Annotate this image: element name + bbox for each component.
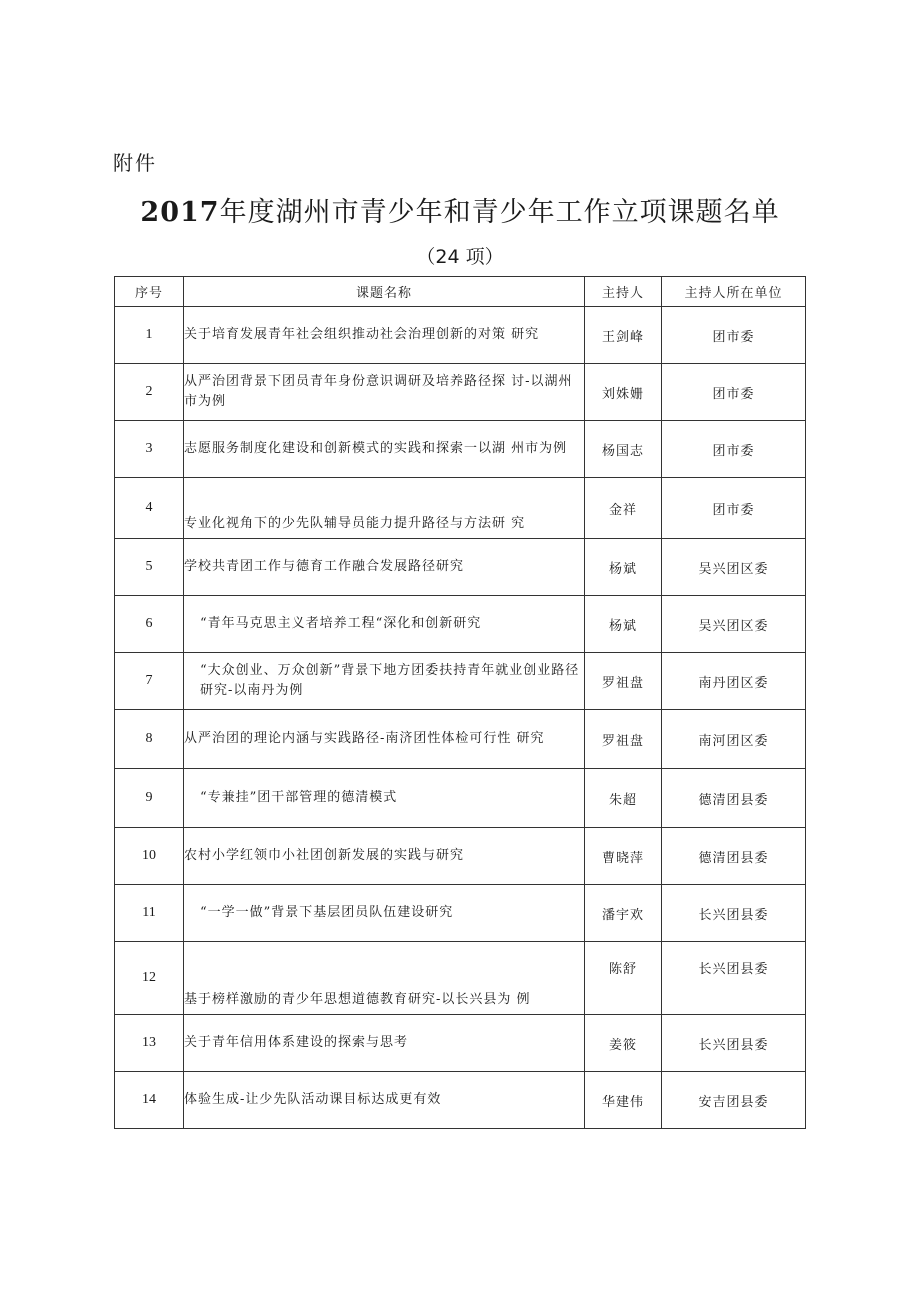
annex-label: 附件 (113, 151, 157, 175)
row-no: 11 (115, 885, 184, 942)
row-host: 曹晓萍 (585, 828, 662, 885)
table-row (115, 710, 806, 769)
row-host: 刘姝姗 (585, 364, 662, 421)
table-row (115, 307, 806, 364)
row-topic: 专业化视角下的少先队辅导员能力提升路径与方法研 究 (184, 478, 585, 539)
row-no: 1 (115, 307, 184, 364)
table-row (115, 539, 806, 596)
row-unit: 安吉团县委 (662, 1072, 806, 1129)
table-row (115, 885, 806, 942)
row-no: 12 (115, 942, 184, 1015)
table-row (115, 1072, 806, 1129)
table-row (115, 364, 806, 421)
row-unit: 团市委 (662, 421, 806, 478)
table-row (115, 828, 806, 885)
table-row (115, 942, 806, 1015)
row-unit: 吴兴团区委 (662, 596, 806, 653)
row-host: 杨斌 (585, 539, 662, 596)
row-host: 姜筱 (585, 1015, 662, 1072)
row-topic: “青年马克思主义者培养工程“深化和创新研究 (184, 596, 585, 653)
row-topic: 基于榜样激励的青少年思想道德教育研究-以长兴县为 例 (184, 942, 585, 1015)
row-no: 6 (115, 596, 184, 653)
row-topic: 体验生成-让少先队活动课目标达成更有效 (184, 1072, 585, 1129)
row-unit: 团市委 (662, 478, 806, 539)
row-host: 杨斌 (585, 596, 662, 653)
row-unit: 团市委 (662, 307, 806, 364)
table-row (115, 769, 806, 828)
row-no: 7 (115, 653, 184, 710)
row-topic: “一学一做”背景下基层团员队伍建设研究 (184, 885, 585, 942)
table-row (115, 596, 806, 653)
row-host: 王剑峰 (585, 307, 662, 364)
row-host: 杨国志 (585, 421, 662, 478)
row-topic: 关于青年信用体系建设的探索与思考 (184, 1015, 585, 1072)
row-unit: 南河团区委 (662, 710, 806, 769)
row-topic: “大众创业、万众创新”背景下地方团委扶持青年就业创业路径研究-以南丹为例 (184, 653, 585, 710)
row-unit: 团市委 (662, 364, 806, 421)
row-host: 罗祖盘 (585, 710, 662, 769)
document-title (0, 190, 920, 229)
row-topic: 从严治团的理论内涵与实践路径-南济团性体检可行性 研究 (184, 710, 585, 769)
row-host: 朱超 (585, 769, 662, 828)
row-no: 9 (115, 769, 184, 828)
row-unit: 长兴团县委 (662, 885, 806, 942)
row-unit: 德清团县委 (662, 769, 806, 828)
row-no: 4 (115, 478, 184, 539)
project-count: （24 项） (416, 246, 504, 268)
row-no: 3 (115, 421, 184, 478)
table-row (115, 478, 806, 539)
header-unit: 主持人所在单位 (662, 277, 806, 307)
row-no: 5 (115, 539, 184, 596)
row-unit: 吴兴团区委 (662, 539, 806, 596)
row-no: 10 (115, 828, 184, 885)
row-host: 潘宇欢 (585, 885, 662, 942)
row-topic: 学校共青团工作与德育工作融合发展路径研究 (184, 539, 585, 596)
row-topic: 志愿服务制度化建设和创新模式的实践和探索一以湖 州市为例 (184, 421, 585, 478)
table-row (115, 653, 806, 710)
title-year: 2017 (140, 197, 220, 228)
header-topic: 课题名称 (184, 277, 585, 307)
row-host: 陈舒 (585, 942, 662, 1015)
row-no: 2 (115, 364, 184, 421)
row-unit: 南丹团区委 (662, 653, 806, 710)
header-no: 序号 (115, 277, 184, 307)
row-host: 华建伟 (585, 1072, 662, 1129)
title-text: 年度湖州市青少年和青少年工作立项课题名单 (219, 197, 780, 228)
table-row (115, 421, 806, 478)
row-no: 13 (115, 1015, 184, 1072)
row-unit: 长兴团县委 (662, 1015, 806, 1072)
header-host: 主持人 (585, 277, 662, 307)
row-no: 8 (115, 710, 184, 769)
row-unit: 德清团县委 (662, 828, 806, 885)
table-row (115, 1015, 806, 1072)
table-header-row (115, 277, 806, 307)
row-topic: “专兼挂”团干部管理的德清模式 (184, 769, 585, 828)
row-host: 金祥 (585, 478, 662, 539)
project-table (114, 276, 806, 1129)
row-unit: 长兴团县委 (662, 942, 806, 1015)
row-topic: 农村小学红领巾小社团创新发展的实践与研究 (184, 828, 585, 885)
row-topic: 关于培育发展青年社会组织推动社会治理创新的对策 研究 (184, 307, 585, 364)
row-host: 罗祖盘 (585, 653, 662, 710)
row-no: 14 (115, 1072, 184, 1129)
row-topic: 从严治团背景下团员青年身份意识调研及培养路径探 讨-以湖州市为例 (184, 364, 585, 421)
